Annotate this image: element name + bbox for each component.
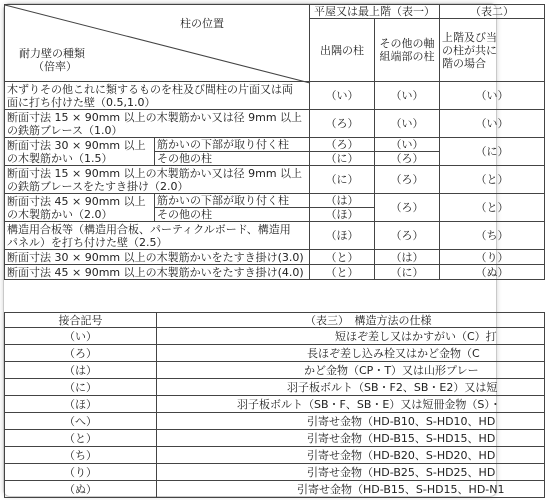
- column-condition: 筋かいの下部が取り付く柱: [155, 138, 310, 152]
- joint-spec: 引寄せ金物（HD-B15、S-HD15、HD: [157, 430, 545, 447]
- joint-code: （に）: [310, 166, 375, 194]
- joint-symbol: （ぬ）: [5, 481, 157, 498]
- joint-spec-table: [4, 312, 545, 498]
- joint-code: （ぬ）: [440, 265, 545, 280]
- desc-line2: の木製筋かい（2.0）: [7, 207, 113, 221]
- table-row: [5, 265, 545, 280]
- wall-type-line1: 耐力壁の種類: [19, 47, 85, 60]
- desc-line1: 断面寸法 15 × 90mm 以上の木製筋かい又は径 9mm 以上: [7, 110, 303, 124]
- wall-description: 断面寸法 30 × 90mm 以上の木製筋かいをたすき掛け(3.0): [5, 250, 310, 265]
- desc-line2: の鉄筋ブレース（1.0）: [7, 123, 123, 137]
- header-upper-line1: 上階及び当: [442, 30, 497, 44]
- table-row: [5, 345, 545, 362]
- table-row: [5, 413, 545, 430]
- wall-type-table: [4, 4, 545, 280]
- joint-code: （り）: [440, 250, 545, 265]
- desc-line1: 構造用合板等（構造用合板、パーティクルボード、構造用: [7, 222, 291, 236]
- wall-description: [5, 194, 155, 222]
- wall-description: 断面寸法 45 × 90mm 以上の木製筋かいをたすき掛け(4.0): [5, 265, 310, 280]
- joint-code: （ろ）: [375, 222, 440, 250]
- table-row: [5, 328, 545, 345]
- wall-description: [5, 82, 310, 110]
- header-upper-line2: の柱が共に: [442, 43, 497, 57]
- table-row: [5, 222, 545, 250]
- group-header-table2: （表二）: [440, 5, 545, 19]
- table-row: [5, 430, 545, 447]
- joint-code: （い）: [375, 110, 440, 138]
- table-row: [5, 250, 545, 265]
- table-row: [5, 362, 545, 379]
- joint-code: （に）: [310, 152, 375, 166]
- joint-spec: 引寄せ金物（HD-B15、S-HD15、HD-N1: [157, 481, 545, 498]
- desc-line2: の木製筋かい（1.5）: [7, 151, 113, 165]
- joint-code: （と）: [440, 166, 545, 194]
- wall-description: [5, 138, 155, 166]
- header-other-column: [375, 19, 440, 82]
- joint-symbol: （ろ）: [5, 345, 157, 362]
- table-row: [5, 396, 545, 413]
- table-header-row: [5, 313, 545, 328]
- desc-line1: 断面寸法 30 × 90mm 以上: [7, 138, 146, 152]
- joint-code: （ろ）: [310, 110, 375, 138]
- joint-code: （い）: [440, 82, 545, 110]
- joint-symbol: （り）: [5, 464, 157, 481]
- table-row: [5, 194, 545, 208]
- diagonal-header-cell: [5, 5, 310, 82]
- table-row: [5, 464, 545, 481]
- joint-code: （い）: [310, 82, 375, 110]
- joint-code: （ほ）: [310, 222, 375, 250]
- desc-line1: 断面寸法 15 × 90mm 以上の木製筋かい又は径 9mm 以上: [7, 166, 303, 180]
- desc-line1: 木ずりその他これに類するものを柱及び間柱の片面又は両: [7, 82, 293, 96]
- joint-spec: 長ほぞ差し込み栓又はかど金物（C: [157, 345, 545, 362]
- joint-spec: 短ほぞ差し又はかすがい（C）打: [157, 328, 545, 345]
- column-condition: 筋かいの下部が取り付く柱: [155, 194, 310, 208]
- header-spec: （表三） 構造方法の仕様: [157, 313, 545, 328]
- joint-spec: 羽子板ボルト（SB・F2、SB・E2）又は短: [157, 379, 545, 396]
- header-upper-column: [440, 19, 545, 82]
- joint-spec: かど金物（CP・T）又は山形プレー: [157, 362, 545, 379]
- joint-code: （ほ）: [310, 208, 375, 222]
- joint-spec: 引寄せ金物（HD-B20、S-HD20、HD: [157, 447, 545, 464]
- table-row: [5, 82, 545, 110]
- joint-code: （に）: [375, 265, 440, 280]
- joint-code: （と）: [440, 194, 545, 222]
- header-corner-column: 出隅の柱: [310, 19, 375, 82]
- joint-symbol: （ち）: [5, 447, 157, 464]
- header-upper-line3: 階の場合: [442, 56, 486, 70]
- joint-code: （に）: [440, 138, 545, 166]
- wall-description: [5, 222, 310, 250]
- joint-spec: 羽子板ボルト（SB・F、SB・E）又は短冊金物（S）・: [157, 396, 545, 413]
- table-row: [5, 138, 545, 152]
- joint-code: （い）: [375, 138, 440, 152]
- desc-line1: 断面寸法 45 × 90mm 以上: [7, 194, 146, 208]
- desc-line2: パネル）を打ち付けた壁（2.5）: [7, 235, 168, 249]
- joint-code: （ろ）: [375, 194, 440, 222]
- joint-code: （ろ）: [375, 166, 440, 194]
- joint-code: （ち）: [440, 222, 545, 250]
- document-frame: [4, 4, 514, 496]
- joint-symbol: （と）: [5, 430, 157, 447]
- column-position-label: 柱の位置: [180, 17, 224, 30]
- joint-symbol: （い）: [5, 328, 157, 345]
- column-condition: その他の柱: [155, 208, 310, 222]
- desc-line2: の鉄筋ブレースをたすき掛け（2.0）: [7, 179, 189, 193]
- joint-code: （い）: [375, 82, 440, 110]
- joint-spec: 引寄せ金物（HD-B25、S-HD25、HD: [157, 464, 545, 481]
- joint-code: （ろ）: [375, 152, 440, 166]
- table-row: [5, 110, 545, 138]
- header-joint-symbol: 接合記号: [5, 313, 157, 328]
- joint-code: （ろ）: [310, 138, 375, 152]
- column-condition: その他の柱: [155, 152, 310, 166]
- joint-code: （は）: [375, 250, 440, 265]
- table-row: [5, 166, 545, 194]
- wall-type-label: [19, 47, 85, 73]
- header-other-line2: 組端部の柱: [379, 50, 435, 63]
- table-row: [5, 379, 545, 396]
- joint-code: （と）: [310, 250, 375, 265]
- joint-code: （は）: [310, 194, 375, 208]
- table-row: [5, 481, 545, 498]
- header-other-line1: その他の軸: [379, 37, 435, 50]
- desc-line2: 面に打ち付けた壁（0.5,1.0）: [7, 95, 156, 109]
- wall-description: [5, 166, 310, 194]
- joint-spec: 引寄せ金物（HD-B10、S-HD10、HD: [157, 413, 545, 430]
- joint-symbol: （ほ）: [5, 396, 157, 413]
- joint-symbol: （に）: [5, 379, 157, 396]
- joint-symbol: （は）: [5, 362, 157, 379]
- joint-symbol: （へ）: [5, 413, 157, 430]
- table-row: [5, 447, 545, 464]
- joint-code: （い）: [440, 110, 545, 138]
- joint-code: （と）: [310, 265, 375, 280]
- wall-description: [5, 110, 310, 138]
- wall-type-line2: （倍率）: [33, 60, 77, 73]
- group-header-table1: 平屋又は最上階（表一）: [310, 5, 440, 19]
